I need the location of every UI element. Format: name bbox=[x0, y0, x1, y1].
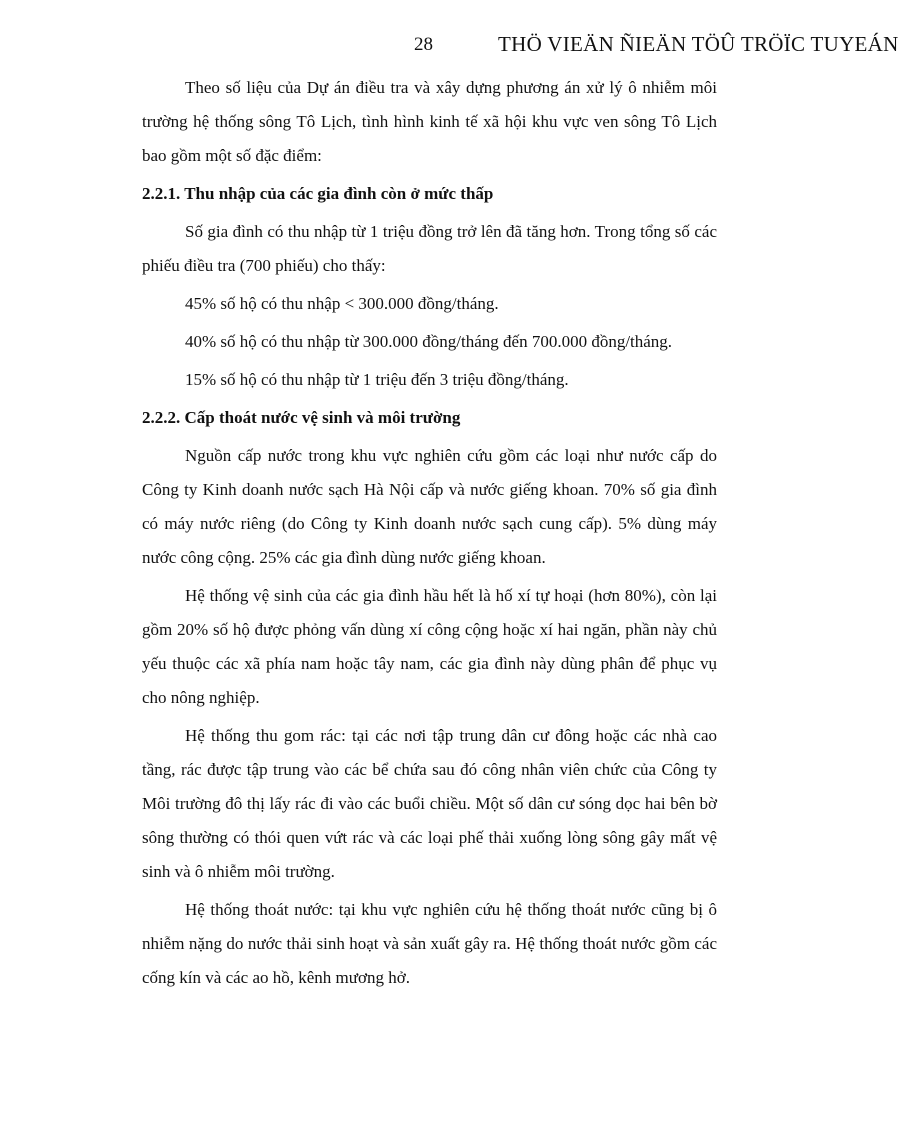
section-heading-income: 2.2.1. Thu nhập của các gia đình còn ở mức thấp bbox=[142, 184, 494, 203]
page-number: 28 bbox=[414, 34, 433, 55]
waste-collection-paragraph: Hệ thống thu gom rác: tại các nơi tập trung dân cư đông hoặc các nhà cao tầng, rác được tập trung vào các bể chứa sau đó công nhân viên chức của Công ty Môi trường đô thị lấy rác đi vào các buổi chiều. Một số dân cư sóng dọc hai bên bờ sông thường có thói quen vứt rác và các loại phế thải xuống lòng sông gây mất vệ sinh và ô nhiễm môi trường. bbox=[142, 726, 717, 881]
list-item: 40% số hộ có thu nhập từ 300.000 đồng/tháng đến 700.000 đồng/tháng. bbox=[185, 332, 673, 351]
document-body bbox=[142, 71, 717, 999]
section-heading-water: 2.2.2. Cấp thoát nước vệ sinh và môi trường bbox=[142, 408, 461, 427]
drainage-paragraph: Hệ thống thoát nước: tại khu vực nghiên cứu hệ thống thoát nước cũng bị ô nhiễm nặng do nước thải sinh hoạt và sản xuất gây ra. Hệ thống thoát nước gồm các cống kín và các ao hồ, kênh mương hở. bbox=[142, 900, 717, 987]
site-title: THÖ VIEÄN ÑIEÄN TÖÛ TRÖÏC TUYEÁN bbox=[498, 32, 899, 56]
sanitation-paragraph: Hệ thống vệ sinh của các gia đình hầu hết là hố xí tự hoại (hơn 80%), còn lại gồm 20% số hộ được phỏng vấn dùng xí công cộng hoặc xí hai ngăn, phần này chủ yếu thuộc các xã phía nam hoặc tây nam, các gia đình này dùng phân để phục vụ cho nông nghiệp. bbox=[142, 586, 717, 707]
page-header bbox=[0, 32, 899, 62]
water-supply-paragraph: Nguồn cấp nước trong khu vực nghiên cứu gồm các loại như nước cấp do Công ty Kinh doanh nước sạch Hà Nội cấp và nước giếng khoan. 70% số gia đình có máy nước riêng (do Công ty Kinh doanh nước sạch cung cấp). 5% dùng máy nước công cộng. 25% các gia đình dùng nước giếng khoan. bbox=[142, 446, 717, 567]
list-item: 15% số hộ có thu nhập từ 1 triệu đến 3 triệu đồng/tháng. bbox=[185, 370, 569, 389]
list-item: 45% số hộ có thu nhập < 300.000 đồng/tháng. bbox=[185, 294, 499, 313]
income-paragraph: Số gia đình có thu nhập từ 1 triệu đồng trở lên đã tăng hơn. Trong tổng số các phiếu điều tra (700 phiếu) cho thấy: bbox=[142, 222, 717, 275]
intro-paragraph: Theo số liệu của Dự án điều tra và xây dựng phương án xử lý ô nhiễm môi trường hệ thống sông Tô Lịch, tình hình kinh tế xã hội khu vực ven sông Tô Lịch bao gồm một số đặc điểm: bbox=[142, 78, 717, 165]
